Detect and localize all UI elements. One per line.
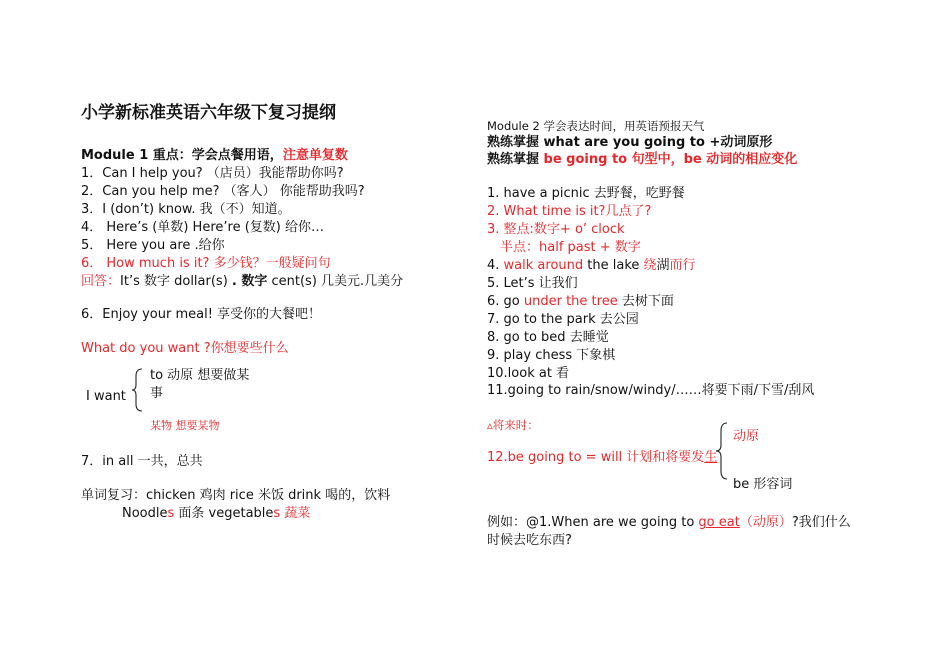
item-text: 6. go (487, 294, 524, 309)
vocab-noodle: Noodle (122, 506, 168, 521)
list-item: 3. 整点:数字+ o’ clock (487, 222, 625, 237)
item-text: 12.be going to = will 计划和将要发 (487, 450, 705, 465)
list-item: 1. have a picnic 去野餐，吃野餐 (487, 186, 685, 201)
list-item: 5. Let’s 让我们 (487, 276, 578, 291)
be-adjective-label: be 形容词 (733, 477, 793, 492)
list-item: 7．in all 一共，总共 (81, 454, 203, 469)
vocab-line: 单词复习：chicken 鸡肉 rice 米饭 drink 喝的，饮料 (81, 488, 391, 503)
item-text: the lake (583, 258, 644, 273)
answer-text: It’s 数字 dollar(s) (120, 274, 232, 289)
dongyuan-label: 动原 (733, 429, 760, 444)
list-item: 11.going to rain/snow/windy/……将要下雨/下雪/刮风 (487, 383, 815, 398)
example-line (487, 515, 851, 531)
item-cn: 去树下面 (617, 294, 674, 309)
something-line: 某物 想要某物 (150, 419, 220, 432)
list-item (487, 258, 696, 274)
list-item: 10.look at 看 (487, 366, 570, 381)
list-item: 1．Can I help you? （店员）我能帮助你吗? (81, 166, 344, 181)
list-item: 6．Enjoy your meal! 享受你的大餐吧！ (81, 307, 322, 322)
list-item: 8. go to bed 去睡觉 (487, 330, 609, 345)
answer-text-end: cent(s) 几美元.几美分 (267, 274, 404, 289)
example-text: 例如：@1.When are we going to (487, 515, 699, 530)
list-item (487, 450, 717, 466)
module2-point2-highlight: be going to 句型中，be 动词的相应变化 (543, 152, 798, 167)
answer-line (81, 274, 403, 290)
item-cn-3: 而行 (669, 258, 696, 273)
want-question: What do you want ?你想要些什么 (81, 341, 289, 356)
module1-heading-text: Module 1 重点：学会点餐用语， (81, 148, 283, 163)
list-item: 7. go to the park 去公园 (487, 312, 639, 327)
to-do-line: to 动原 想要做某 (150, 368, 250, 383)
module2-heading: Module 2 学会表达时间，用英语预报天气 (487, 119, 705, 133)
list-item (487, 294, 674, 310)
module2-point2 (487, 152, 797, 168)
future-tense-label: ▵将来时： (487, 418, 539, 432)
answer-bold: . 数字 (231, 274, 268, 289)
module1-heading (81, 148, 348, 164)
brace-icon (130, 368, 144, 412)
vocab-plural-s: s (167, 506, 175, 521)
list-item: 4． Here’s (单数) Here’re (复数) 给你… (81, 220, 324, 235)
vocab-line-2 (122, 506, 310, 522)
list-item: 6． How much is it? 多少钱？一般疑问句 (81, 256, 331, 271)
module1-heading-highlight: 注意单复数 (282, 148, 348, 163)
item-num: 4. (487, 258, 504, 273)
list-item: 2. What time is it?几点了? (487, 204, 652, 219)
item-underlined: 生 (704, 450, 718, 465)
list-item: 2．Can you help me? （客人） 你能帮助我吗? (81, 184, 365, 199)
item-cn-2: 湖 (656, 258, 670, 273)
example-phrase: go eat (698, 515, 740, 530)
to-do-line-end: 事 (150, 386, 164, 401)
item-phrase: walk around (503, 258, 584, 273)
list-item: 5． Here you are .给你 (81, 238, 225, 253)
list-item: 9. play chess 下象棋 (487, 348, 616, 363)
example-cn: ?我们什么 (791, 515, 851, 530)
module2-point1: 熟练掌握 what are you going to +动词原形 (487, 135, 773, 150)
i-want-label: I want (86, 389, 126, 404)
item-phrase: under the tree (523, 294, 618, 309)
list-item-sub: 半点：half past + 数字 (500, 240, 641, 255)
vocab-plural-s2: s 蔬菜 (273, 506, 311, 521)
answer-label: 回答： (81, 274, 121, 289)
page-title: 小学新标准英语六年级下复习提纲 (81, 103, 336, 123)
item-cn: 绕 (643, 258, 657, 273)
vocab-vegetable: 面条 vegetable (174, 506, 274, 521)
list-item: 3．I (don’t) know. 我（不）知道。 (81, 202, 291, 217)
example-note: （动原） (739, 515, 792, 530)
example-line-2: 时候去吃东西? (487, 533, 572, 548)
module2-point2-text: 熟练掌握 (487, 152, 544, 167)
